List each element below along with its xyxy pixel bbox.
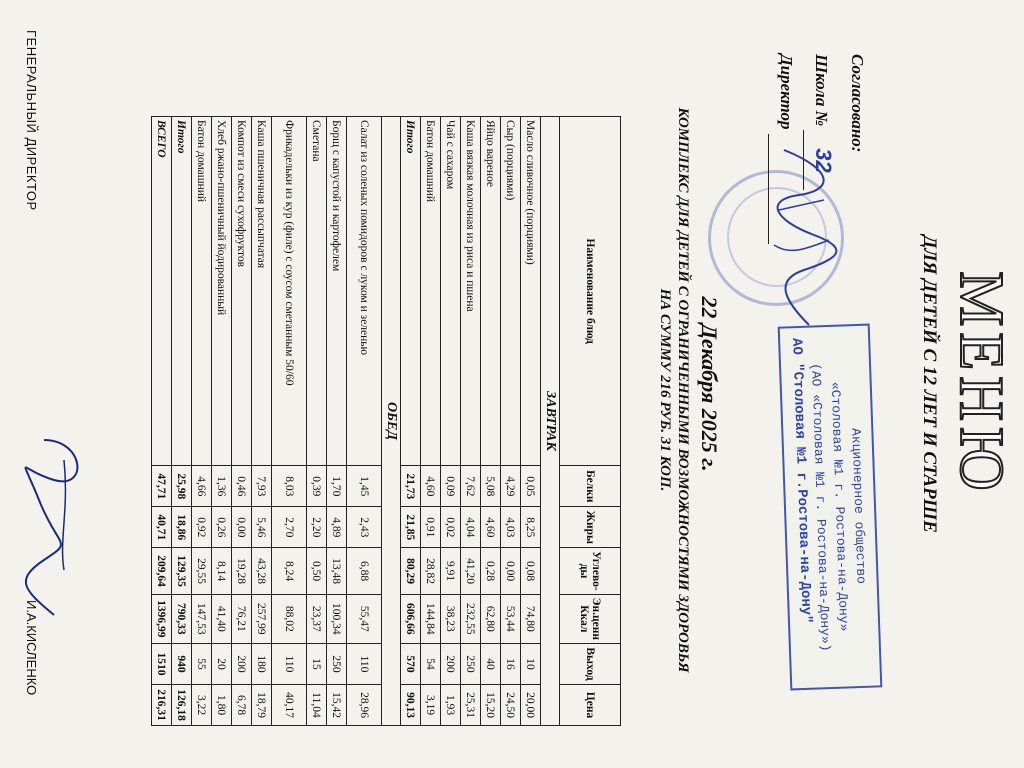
header-price: Цена	[560, 685, 621, 726]
cell-kcal: 38,23	[441, 594, 461, 643]
cell-out: 200	[441, 644, 461, 685]
cell-u: 8,24	[272, 548, 307, 594]
cell-price: 216,31	[152, 685, 172, 726]
stamp-line: Акционерное общество	[848, 427, 869, 585]
cell-zh: 0,02	[441, 507, 461, 548]
cell-u: 0,28	[481, 548, 501, 594]
cell-kcal: 74,80	[521, 594, 541, 643]
cell-kcal: 41,40	[212, 594, 232, 643]
section-label: ОБЕД	[382, 117, 401, 726]
cell-u: 0,00	[501, 548, 521, 594]
dish-name: Итого	[401, 117, 421, 466]
dish-name: Масло сливочное (порциями)	[521, 117, 541, 466]
cell-out: 16	[501, 644, 521, 685]
cell-kcal: 100,34	[327, 594, 347, 643]
dish-name: Сыр (порциями)	[501, 117, 521, 466]
cell-kcal: 232,55	[461, 594, 481, 643]
cell-zh: 5,46	[252, 507, 272, 548]
cell-price: 3,19	[421, 685, 441, 726]
cell-zh: 8,25	[521, 507, 541, 548]
cell-b: 7,93	[252, 466, 272, 507]
cell-kcal: 606,66	[401, 594, 421, 643]
cell-price: 24,50	[501, 685, 521, 726]
cell-u: 80,29	[401, 548, 421, 594]
cell-out: 940	[172, 644, 192, 685]
company-stamp	[778, 324, 883, 691]
cell-zh: 0,91	[421, 507, 441, 548]
complex-line: КОМПЛЕКС ДЛЯ ДЕТЕЙ С ОГРАНИЧЕННЫМИ ВОЗМОЖНОСТЯМИ ЗДОРОВЬЯ	[675, 107, 691, 673]
cell-zh: 18,86	[172, 507, 192, 548]
table-row	[347, 117, 382, 726]
cell-price: 6,78	[232, 685, 252, 726]
cell-price: 1,93	[441, 685, 461, 726]
cell-zh: 0,92	[192, 507, 212, 548]
cell-price: 18,79	[252, 685, 272, 726]
cell-out: 10	[521, 644, 541, 685]
approval-heading: Согласовано:	[848, 54, 867, 153]
cell-b: 0,05	[521, 466, 541, 507]
table-header-row	[560, 117, 621, 726]
cell-out: 570	[401, 644, 421, 685]
cell-u: 129,35	[172, 548, 192, 594]
cell-u: 209,64	[152, 548, 172, 594]
cell-out: 250	[461, 644, 481, 685]
table-row	[481, 117, 501, 726]
cell-kcal: 1396,99	[152, 594, 172, 643]
dish-name: Батон домашний	[192, 117, 212, 466]
dish-name: Борщ с капустой и картофелем	[327, 117, 347, 466]
cell-b: 4,66	[192, 466, 212, 507]
menu-date: 22 Декабря 2025 г.	[697, 296, 722, 472]
dish-name: Сметана	[307, 117, 327, 466]
cell-price: 90,13	[401, 685, 421, 726]
cell-out: 110	[272, 644, 307, 685]
cell-zh: 0,26	[212, 507, 232, 548]
cell-b: 47,71	[152, 466, 172, 507]
page-subtitle: ДЛЯ ДЕТЕЙ С 12 ЛЕТ И СТАРШЕ	[919, 235, 940, 533]
total-row	[152, 117, 172, 726]
table-row	[252, 117, 272, 726]
page-title: МЕНЮ	[947, 271, 1015, 497]
director-label: Директор	[777, 54, 796, 130]
cell-u: 0,50	[307, 548, 327, 594]
cell-b: 25,98	[172, 466, 192, 507]
header-fat: Жиры	[560, 507, 621, 548]
table-row	[192, 117, 212, 726]
cell-price: 1,80	[212, 685, 232, 726]
cell-u: 9,91	[441, 548, 461, 594]
cell-out: 55	[192, 644, 212, 685]
table-row	[232, 117, 252, 726]
cell-b: 4,29	[501, 466, 521, 507]
dish-name: Итого	[172, 117, 192, 466]
cell-b: 1,70	[327, 466, 347, 507]
cell-u: 28,82	[421, 548, 441, 594]
footer-name: И.А.КИСЛЕНКО	[24, 600, 39, 696]
cell-kcal: 55,47	[347, 594, 382, 643]
table-row	[421, 117, 441, 726]
section-row	[382, 117, 401, 726]
cell-zh: 2,70	[272, 507, 307, 548]
cell-zh: 2,20	[307, 507, 327, 548]
table-row	[212, 117, 232, 726]
cell-zh: 4,60	[481, 507, 501, 548]
dish-name: Каша вязкая молочная из риса и пшена	[461, 117, 481, 466]
cell-kcal: 144,84	[421, 594, 441, 643]
stamp-line: АО "Столовая №1 г.Ростова-на-Дону"	[788, 337, 815, 624]
cell-out: 1510	[152, 644, 172, 685]
footer-role: ГЕНЕРАЛЬНЫЙ ДИРЕКТОР	[24, 30, 39, 211]
cell-u: 19,28	[232, 548, 252, 594]
cell-b: 0,39	[307, 466, 327, 507]
cell-u: 8,14	[212, 548, 232, 594]
cell-u: 29,55	[192, 548, 212, 594]
cell-b: 7,62	[461, 466, 481, 507]
header-energy: Эн.ценн Ккал	[560, 594, 621, 643]
table-row	[461, 117, 481, 726]
cell-kcal: 147,53	[192, 594, 212, 643]
cell-price: 11,04	[307, 685, 327, 726]
cell-price: 20,00	[521, 685, 541, 726]
cell-b: 1,45	[347, 466, 382, 507]
cell-out: 20	[212, 644, 232, 685]
complex-price-line: НА СУММУ 216 РУБ. 31 КОП.	[657, 288, 673, 492]
cell-out: 200	[232, 644, 252, 685]
cell-price: 40,17	[272, 685, 307, 726]
table-row	[327, 117, 347, 726]
cell-b: 8,03	[272, 466, 307, 507]
dish-name: Батон домашний	[421, 117, 441, 466]
table-row	[501, 117, 521, 726]
table-row	[521, 117, 541, 726]
cell-kcal: 88,02	[272, 594, 307, 643]
cell-u: 13,48	[327, 548, 347, 594]
cell-out: 110	[347, 644, 382, 685]
cell-kcal: 76,21	[232, 594, 252, 643]
cell-zh: 0,00	[232, 507, 252, 548]
dish-name: Салат из соленых помидоров с луком и зеленью	[347, 117, 382, 466]
header-yield: Выход	[560, 644, 621, 685]
cell-u: 43,28	[252, 548, 272, 594]
cell-kcal: 62,80	[481, 594, 501, 643]
cell-zh: 2,43	[347, 507, 382, 548]
cell-kcal: 257,99	[252, 594, 272, 643]
table-body	[152, 117, 560, 726]
menu-table	[151, 116, 621, 726]
cell-out: 250	[327, 644, 347, 685]
cell-zh: 4,89	[327, 507, 347, 548]
cell-b: 4,60	[421, 466, 441, 507]
cell-b: 1,36	[212, 466, 232, 507]
dish-name: ВСЕГО	[152, 117, 172, 466]
general-director-signature-icon	[14, 420, 94, 620]
dish-name: Каша пшеничная рассыпчатая	[252, 117, 272, 466]
dish-name: Хлеб ржано-пшеничный йодированный	[212, 117, 232, 466]
cell-price: 15,42	[327, 685, 347, 726]
dish-name: Фрикадельки из кур (филе) с соусом сметанным 50/60	[272, 117, 307, 466]
cell-u: 0,08	[521, 548, 541, 594]
cell-price: 3,22	[192, 685, 212, 726]
section-row	[541, 117, 560, 726]
cell-out: 15	[307, 644, 327, 685]
cell-price: 25,31	[461, 685, 481, 726]
director-signature-icon	[764, 140, 844, 330]
cell-kcal: 53,44	[501, 594, 521, 643]
cell-u: 41,20	[461, 548, 481, 594]
cell-b: 5,08	[481, 466, 501, 507]
total-row	[401, 117, 421, 726]
cell-b: 0,46	[232, 466, 252, 507]
dish-name: Чай с сахаром	[441, 117, 461, 466]
cell-price: 28,96	[347, 685, 382, 726]
cell-b: 0,09	[441, 466, 461, 507]
table-row	[307, 117, 327, 726]
cell-u: 6,88	[347, 548, 382, 594]
school-label: Школа №	[812, 54, 831, 127]
cell-out: 40	[481, 644, 501, 685]
cell-out: 54	[421, 644, 441, 685]
cell-zh: 4,04	[461, 507, 481, 548]
cell-price: 126,18	[172, 685, 192, 726]
stamp-line: (АО «Столовая №1 г. Ростова-на-Дону»)	[807, 362, 834, 652]
header-protein: Белки	[560, 466, 621, 507]
cell-price: 15,20	[481, 685, 501, 726]
dish-name: Компот из смеси сухофруктов	[232, 117, 252, 466]
school-number: 32	[811, 148, 836, 173]
cell-b: 21,73	[401, 466, 421, 507]
cell-kcal: 790,33	[172, 594, 192, 643]
header-carbs: Углево-ды	[560, 548, 621, 594]
cell-out: 180	[252, 644, 272, 685]
header-name: Наименование блюд	[560, 117, 621, 466]
cell-zh: 4,03	[501, 507, 521, 548]
table-row	[441, 117, 461, 726]
table-row	[272, 117, 307, 726]
cell-zh: 40,71	[152, 507, 172, 548]
dish-name: Яйцо вареное	[481, 117, 501, 466]
complex-description	[656, 60, 692, 720]
total-row	[172, 117, 192, 726]
cell-zh: 21,85	[401, 507, 421, 548]
cell-kcal: 23,37	[307, 594, 327, 643]
stamp-line: «Столовая №1 г. Ростова-на-Дону»	[827, 381, 852, 632]
section-label: ЗАВТРАК	[541, 117, 560, 726]
